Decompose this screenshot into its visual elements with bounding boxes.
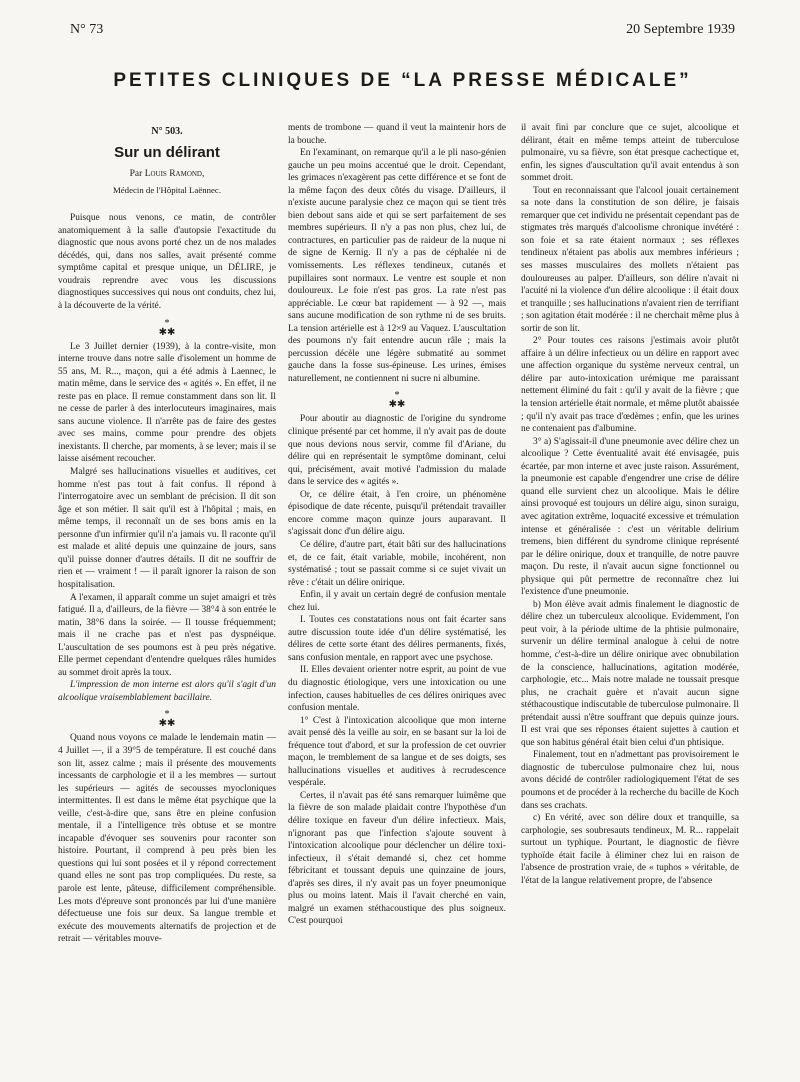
section-stars — [288, 391, 506, 409]
author-name: Louis Ramond, — [144, 169, 205, 180]
star-top: * — [164, 317, 170, 329]
section-stars — [58, 319, 276, 337]
paragraph: il avait fini par conclure que ce sujet, alcoolique et délirant, était en même temps atteint de tuberculose pulmonaire, vu sa fièvre, son état presque cachectique et, enfin, les signes d'auscultation qu'il avait entendus à son sommet droit. — [521, 123, 739, 184]
column-2 — [288, 122, 506, 928]
paragraph: Or, ce délire était, à l'en croire, un phénomène épisodique de date récente, puisqu'il prétendait travailler encore comme maçon quinze jours auparavant. Il s'agissait donc d'un délire aigu. — [288, 489, 506, 538]
section-stars — [58, 710, 276, 728]
paragraph: b) Mon élève avait admis finalement le diagnostic de délire chez un tuberculeux alcoolique. Evidemment, l'on peut voir, à la période ultime de la phtisie pulmonaire, survenir un délire terminal analogue à celui de notre homme, c'est-à-dire un délire onirique avec obnubilation de la conscience, hallucinations, agitation modérée, carphologie, etc... Mais notre malade ne toussait presque plus, ne crachait guère et n'avait aucun signe stéthacoustique indiscutable de tuberculose pulmonaire. Il prétendait aussi n'être souffrant que depuis quinze jours. Il est vrai que ses réponses étaient sujettes à caution et que son habitus général était bien celui d'un phtisique. — [521, 599, 739, 748]
author-affiliation: Médecin de l'Hôpital Laënnec. — [112, 184, 222, 195]
article-title: Sur un délirant — [114, 143, 220, 161]
article-byline — [58, 168, 276, 181]
paragraph: Pour aboutir au diagnostic de l'origine du syndrome clinique présenté par cet homme, il n'y avait pas de doute que nous devions nous servir, comme fil d'Ariane, du délire qui en représentait le symptôme dominant, celui qui, précisément, avait motivé l'admission du malade dans le service des « agités ». — [288, 414, 506, 488]
page-header — [70, 22, 735, 46]
paragraph: L'impression de mon interne est alors qu'il s'agit d'un alcoolique vraisemblablement bacillaire. — [58, 680, 276, 703]
paragraph: Le 3 Juillet dernier (1939), à la contre-visite, mon interne trouve dans notre salle d'isolement un homme de 55 ans, M. R..., maçon, qui a été admis à Laennec, le matin même, dans le service des « agités ». En effet, il ne reste pas en place. Il remue constamment dans son lit. Il ne cesse de parler à des interlocuteurs imaginaires, mais sans aucune violence. Il n'arrête pas de faire des gestes avec ses mains, comme pour prendre des objets inexistants. Il cherche, par moments, à se lever; mais il se laisse aisément recoucher. — [58, 341, 276, 465]
paragraph: I. Toutes ces constatations nous ont fait écarter sans autre discussion toute idée d'un délire systématisé, les délires de cette sorte étant des délires permanents, fixés, sans confusion mentale, en rapport avec une psychose. — [288, 615, 506, 663]
paragraph: Puisque nous venons, ce matin, de contrôler anatomiquement à la salle d'autopsie l'exactitude du diagnostic que nous avons porté chez un de nos malades décédés, qui, dans nos salles, avait présenté comme symptôme capital et presque unique, un DÉLIRE, je voudrais reprendre avec vous les discussions diagnostiques successives qui nous ont conduits, chez lui, à la découverte de la vérité. — [58, 213, 276, 312]
paragraph: 1° C'est à l'intoxication alcoolique que mon interne avait pensé dès la veille au soir, en se basant sur la loi de fréquence tout d'abord, et sur la profession de cet ouvrier maçon, le tremblement de sa langue et de ses doigts, ses hallucinations visuelles et auditives à recrudescence vespérale. — [288, 715, 506, 789]
paragraph: Malgré ses hallucinations visuelles et auditives, cet homme n'est pas tout à fait confus. Il répond à l'interrogatoire avec un semblant de précision. Il dit son âge et son métier. Il sait qu'il est à l'hôpital ; mais, en même temps, il reconnaît un de ses bons amis en la personne d'un infirmier qu'il n'a jamais vu. Il raconte qu'il est malade et alité depuis une quinzaine de jours, sans qu'il puisse donner d'autres détails. Il dit ne souffrir de rien et — vraiment ! — il paraît ignorer la raison de son hospitalisation. — [58, 467, 276, 590]
paragraph: A l'examen, il apparaît comme un sujet amaigri et très fatigué. Il a, d'ailleurs, de la fièvre — 38°4 à son entrée le matin, 38°6 dans la soirée. — Il tousse fréquemment; mais il ne crache pas et n'est pas dyspnéique. L'auscultation de ses poumons est à peu près négative. Elle permet cependant d'entendre quelques râles humides au sommet droit après la toux. — [58, 592, 276, 678]
star-top: * — [164, 709, 170, 721]
paragraph: Quand nous voyons ce malade le lendemain matin — 4 Juillet —, il a 39°5 de température. Il est couché dans son lit, assez calme ; mais il présente des mouvements incessants de carphologie et il a les membres — surtout les supérieurs — agités de secousses myocloniques intermittentes. Il est dans le même état psychique que la veille, c'est-à-dire que, sans être en pleine confusion mentale, il a l'intelligence très obtuse et se montre incapable d'évoquer ses souvenirs pour raconter son histoire. Pourtant, il comprend à peu près bien les questions qui lui sont posées et il y répond correctement quand elles ne sont pas trop compliquées. Du reste, sa parole est lente, pâteuse, difficilement compréhensible. Les mots d'épreuve sont prononcés par lui d'une manière défectueuse une fois sur deux. Sa langue tremble et exécute des mouvements alternatifs de projection et de retrait — véritables mouve- — [58, 733, 276, 945]
paragraph: Enfin, il y avait un certain degré de confusion mentale chez lui. — [288, 590, 506, 613]
star-bottom: ✱✱ — [158, 718, 176, 730]
star-top: * — [394, 390, 400, 402]
paragraph: Finalement, tout en n'admettant pas provisoirement le diagnostic de tuberculose pulmonaire chez lui, nous avons décidé de contrôler radiologiquement l'état de ses poumons et de procéder à la recherche du bacille de Koch dans ses crachats. — [521, 750, 739, 811]
paragraph: 3° a) S'agissait-il d'une pneumonie avec délire chez un alcoolique ? Cette éventualité avait été envisagée, puis écartée, par mon interne et avec juste raison. Assurément, la pneumonie est capable d'engendrer une crise de délire quand elle survient chez un alcoolique. Mais le délire ainsi provoqué est toujours un délire aigu, sinon suraigu, avec agitation extrême, loquacité excessive et trémulation intense et généralisée : c'est un véritable delirium tremens, bien différent du syndrome clinique représenté par le délire onirique, doux et tranquille, de notre pauvre maçon. Du reste, il n'avait aucun signe fonctionnel ou physique qui pût permettre de reconnaître chez lui l'existence d'une pneumonie. — [521, 436, 739, 598]
paragraph: c) En vérité, avec son délire doux et tranquille, sa carphologie, ses soubresauts tendineux, M. R... rappelait surtout un typhique. Pourtant, le diagnostic de fièvre typhoïde était facile à éliminer chez lui en raison de l'absence de prostration vraie, de « tuphos » véritable, de l'état de la langue relativement propre, de l'absence — [521, 813, 739, 886]
column-1 — [58, 118, 276, 946]
paragraph: 2° Pour toutes ces raisons j'estimais avoir plutôt affaire à un délire infectieux ou un délire en rapport avec une affection organique du système nerveux central, un délire par auto-intoxication urémique me paraissant nettement éliminé du fait : qu'il y avait de la fièvre ; que la tension artérielle était normale, et même plutôt abaissée ; qu'il n'y avait pas trace d'œdèmes ; enfin, que les urines ne contenaient pas d'albumine. — [521, 336, 739, 435]
masthead-title: PETITES CLINIQUES DE “LA PRESSE MÉDICALE” — [113, 70, 692, 91]
paragraph: II. Elles devaient orienter notre esprit, au point de vue du diagnostic étiologique, vers une intoxication ou une infection, causes habituelles de ces délires oniriques avec confusion mentale. — [288, 665, 506, 714]
issue-number: N° 73 — [70, 22, 104, 37]
paragraph: Ce délire, d'autre part, était bâti sur des hallucinations et, de ce fait, était variable, mobile, incohérent, non systématisé ; tout se passait comme si ce sujet vivait un rêve : c'était un délire onirique. — [288, 539, 506, 588]
star-bottom: ✱✱ — [388, 399, 406, 411]
issue-date: 20 Septembre 1939 — [626, 22, 735, 37]
column-3 — [521, 122, 739, 887]
byline-prefix: Par — [129, 169, 143, 180]
paragraph: Certes, il n'avait pas été sans remarquer luimême que la fièvre de son malade plaidait contre l'hypothèse d'un délire toxique en faveur d'un délire infectieux. Mais, n'ignorant pas que l'infection s'ajoute souvent à l'intoxication alcoolique pour déclencher un délire toxi-infectieux, il s'était demandé si, chez cet homme fébricitant et toussant depuis une quinzaine de jours, d'après ses dires, il n'y avait pas un foyer pneumonique plus ou moins latent. Mais il l'avait cherché en vain, malgré un examen stéthacoustique des plus soigneux. C'est pourquoi — [288, 790, 506, 927]
star-bottom: ✱✱ — [158, 326, 176, 338]
paragraph: Tout en reconnaissant que l'alcool jouait certainement sa note dans la constitution de son délire, je faisais remarquer que cet individu ne présentait cependant pas de stigmates très marqués d'alcoolisme chronique invétéré : son foie et sa rate étaient normaux ; ses réflexes tendineux n'étaient pas abolis aux membres inférieurs ; ses masses musculaires des mollets n'étaient pas douloureuses au palper. D'ailleurs, son délire n'avait ni l'acuité ni la violence d'un délire alcoolique : il était doux et tranquille ; ses hallucinations n'avaient rien de terrifiant ; son agitation était modérée : il ne cherchait même plus à sortir de son lit. — [521, 185, 739, 334]
paragraph: ments de trombone — quand il veut la maintenir hors de la bouche. — [288, 123, 506, 146]
article-number: N° 503. — [151, 126, 183, 137]
paragraph: En l'examinant, on remarque qu'il a le pli naso-génien gauche un peu moins accentué que le droit. Cependant, les grimaces n'exagèrent pas cette différence et se font de la même façon des deux côtés du visage. D'ailleurs, il n'existe aucune paralysie chez ce maçon qui se tient très bien debout sans aide et qui se sert parfaitement de ses membres supérieurs. Il n'y a pas non plus, chez lui, de contractures, en particulier pas de raideur de la nuque ni de signe de Kernig. Il n'y a pas de céphalée ni de vomissements. Les réflexes tendineux, cutanés et pupillaires sont normaux. Le ventre est souple et non douloureux. Le foie n'est pas gros. La rate n'est pas appréciable. Le cœur bat rapidement — à 92 —, mais sans aucune modification de son rythme ni de ses bruits. La tension artérielle est à 12×9 au Vaquez. L'auscultation des poumons n'y fait entendre aucun râle ; mais la percussion décèle une légère submatité au sommet gauche dans la fosse sus-épineuse. Les urines, émises naturellement, ne contiennent ni sucre ni albumine. — [288, 148, 506, 384]
